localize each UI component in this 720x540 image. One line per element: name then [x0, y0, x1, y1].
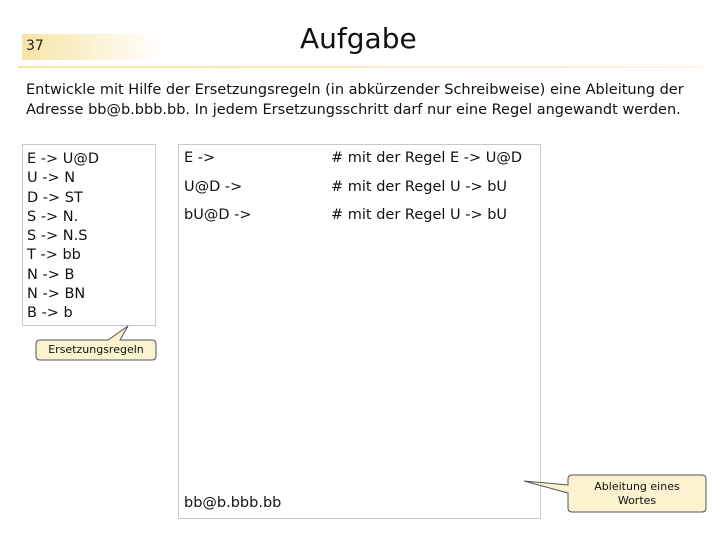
derivation-callout-label-line1: Ableitung eines	[594, 480, 680, 493]
rule-item: S -> N.	[27, 208, 79, 225]
page-title: Aufgabe	[300, 22, 417, 55]
derivation-callout-label-line2: Wortes	[617, 494, 657, 507]
rule-item: N -> BN	[27, 286, 86, 303]
derivation-step-expression: bU@D ->	[184, 207, 252, 223]
rules-callout-label: Ersetzungsregeln	[48, 343, 144, 356]
derivation-step-expression: E ->	[184, 150, 216, 166]
rule-item: B -> b	[27, 305, 73, 322]
derivation-step-comment: # mit der Regel U -> bU	[331, 207, 508, 223]
task-description: Entwickle mit Hilfe der Ersetzungsregeln (in abkürzender Schreibweise) eine Ableitung der Adresse bb@b.bbb.bb. In jedem Ersetzungsschritt darf nur eine Regel angewandt werden.	[26, 82, 684, 118]
slide-number: 37	[26, 38, 44, 54]
rule-item: N -> B	[27, 266, 75, 283]
derivation-step-comment: # mit der Regel E -> U@D	[331, 150, 523, 166]
rule-item: U -> N	[27, 170, 76, 187]
rule-item: T -> bb	[27, 247, 81, 264]
derivation-step-comment: # mit der Regel U -> bU	[331, 179, 508, 195]
derivation-result: bb@b.bbb.bb	[184, 495, 282, 511]
rule-item: S -> N.S	[27, 228, 88, 245]
rule-item: D -> ST	[27, 189, 83, 206]
derivation-step-expression: U@D ->	[184, 179, 243, 195]
rule-item: E -> U@D	[27, 151, 100, 167]
